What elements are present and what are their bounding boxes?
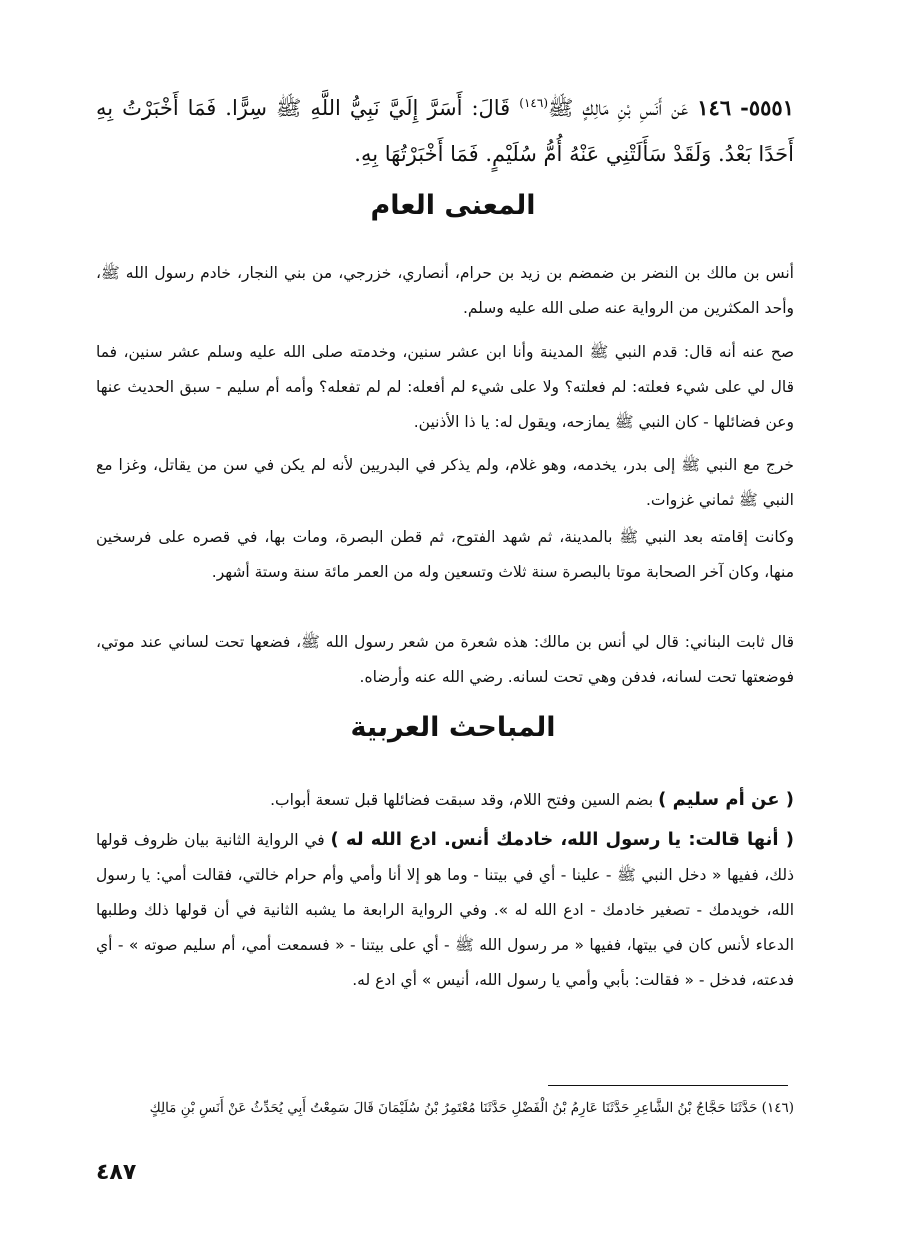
paragraph-5: قال ثابت البناني: قال لي أنس بن مالك: هذه شعرة من شعر رسول الله ﷺ، فضعها تحت لساني عند موتي، فوضعتها تحت لسانه، فدفن وهي تحت لسانه. رضي الله عنه وأرضاه. <box>96 633 794 686</box>
paragraph-7-text: في الرواية الثانية بيان ظروف قولها ذلك، ففيها « دخل النبي ﷺ - علينا - أي في بيتنا - وما هو إلا أنا وأمي وأم حرام خالتي، فقالت أمي: يا رسول الله، خويدمك - تصغير خادمك - ادع الله له ». وفي الرواية الرابعة ما يشبه الثانية في أن قولها ذلك وطلبها الدعاء لأنس كان في بيتها، ففيها « مر رسول الله ﷺ - أي على بيتنا - « فسمعت أمي، أم سليم صوته » - أي فدعته، فدخل - « فقالت: بأبي وأمي يا رسول الله، أنيس » أي ادع له. <box>96 831 794 989</box>
paragraph-7 <box>96 822 794 998</box>
paragraph-4: وكانت إقامته بعد النبي ﷺ بالمدينة، ثم شهد الفتوح، ثم قطن البصرة، ومات بها، في قصره على فرسخين منها، وكان آخر الصحابة موتا بالبصرة سنة ثلاث وتسعين وله من العمر مائة سنة وستة أشهر. <box>96 528 794 581</box>
heading-general-meaning: المعنى العام <box>370 190 536 221</box>
paragraph-2: صح عنه أنه قال: قدم النبي ﷺ المدينة وأنا ابن عشر سنين، وخدمته صلى الله عليه وسلم عشر سنين، فما قال لي على شيء فعلته: لم فعلته؟ ولا على شيء لم أفعله: لم لم تفعله؟ وأمه أم سليم - سبق الحديث عنها وعن فضائلها - كان النبي ﷺ يمازحه، ويقول له: يا ذا الأذنين. <box>96 343 794 431</box>
hadith-text-start: عَن أَنَسِ بْنِ مَالِكٍ ﷺ <box>548 96 689 120</box>
hadith-number: ٥٥٥١- <box>740 95 794 120</box>
page-number: ٤٨٧ <box>96 1160 137 1185</box>
paragraph-1: أنس بن مالك بن النضر بن ضمضم بن زيد بن حرام، أنصاري، خزرجي، من بني النجار، خادم رسول الله ﷺ، وأحد المكثرين من الرواية عنه صلى الله عليه وسلم. <box>96 264 794 317</box>
paragraph-7-lead: ( أنها قالت: يا رسول الله، خادمك أنس. ادع الله له ) <box>330 829 794 850</box>
hadith-sub-number: ١٤٦ <box>697 95 732 120</box>
footnote-ref[interactable]: (١٤٦) <box>519 96 548 110</box>
footnote: (١٤٦) حَدَّثَنَا حَجَّاجُ بْنُ الشَّاعِرِ حَدَّثَنَا عَارِمُ بْنُ الْفَضْلِ حَدَّثَنَا مُعْتَمِرُ بْنُ سُلَيْمَانَ قَالَ سَمِعْتُ أَبِي يُحَدِّثُ عَنْ أَنَسِ بْنِ مَالِكٍ <box>149 1100 794 1116</box>
paragraph-6-text: بضم السين وفتح اللام، وقد سبقت فضائلها قبل تسعة أبواب. <box>270 791 654 809</box>
footnote-divider <box>548 1085 788 1086</box>
heading-arabic-studies: المباحث العربية <box>350 712 556 743</box>
hadith-text <box>96 80 794 177</box>
hadith-text-end: قَالَ: أَسَرَّ إِلَيَّ نَبِيُّ اللَّهِ ﷺ سِرًّا. فَمَا أَخْبَرْتُ بِهِ أَحَدًا بَعْدُ. وَلَقَدْ سَأَلَتْنِي عَنْهُ أُمُّ سُلَيْمٍ. فَمَا أَخْبَرْتُهَا بِهِ. <box>96 96 794 166</box>
paragraph-6 <box>96 782 794 818</box>
paragraph-6-lead: ( عن أم سليم ) <box>658 789 794 810</box>
paragraph-3: خرج مع النبي ﷺ إلى بدر، يخدمه، وهو غلام، ولم يذكر في البدريين لأنه لم يكن في سن من يقاتل، وغزا مع النبي ﷺ ثماني غزوات. <box>96 456 794 509</box>
